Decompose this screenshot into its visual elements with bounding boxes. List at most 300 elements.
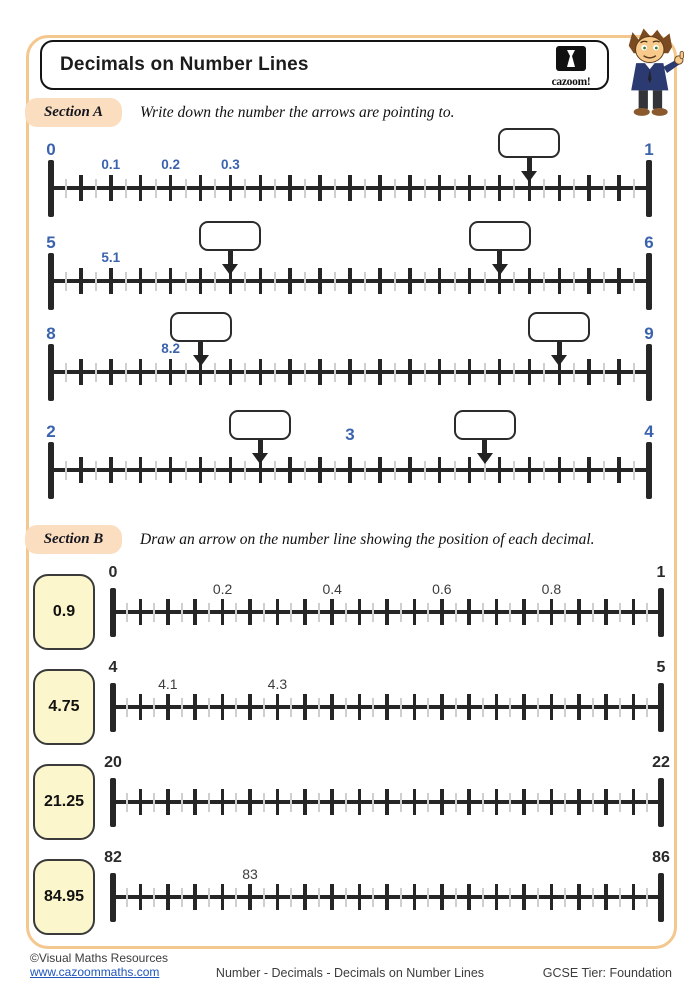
major-tick <box>276 694 280 720</box>
major-tick <box>318 268 322 294</box>
minor-tick <box>65 272 67 291</box>
major-tick <box>169 268 173 294</box>
major-tick <box>617 457 621 483</box>
minor-tick <box>455 603 457 622</box>
endpoint-label: 5 <box>656 659 666 676</box>
minor-tick <box>334 363 336 382</box>
minor-tick <box>364 363 366 382</box>
endpoint-tick <box>110 873 115 922</box>
major-tick <box>79 359 83 385</box>
major-tick <box>440 789 444 815</box>
minor-tick <box>455 888 457 907</box>
minor-tick <box>208 793 210 812</box>
minor-tick <box>454 461 456 480</box>
answer-box[interactable] <box>229 410 291 440</box>
minor-tick <box>125 363 127 382</box>
minor-tick <box>345 603 347 622</box>
major-tick <box>79 268 83 294</box>
major-tick <box>528 359 532 385</box>
tick-value-label: 0.1 <box>101 157 121 172</box>
minor-tick <box>208 698 210 717</box>
endpoint-tick <box>48 442 53 499</box>
minor-tick <box>235 698 237 717</box>
minor-tick <box>185 272 187 291</box>
endpoint-tick <box>110 588 115 637</box>
endpoint-tick <box>646 253 651 310</box>
major-tick <box>550 789 554 815</box>
major-tick <box>522 599 526 625</box>
major-tick <box>468 268 472 294</box>
minor-tick <box>304 272 306 291</box>
major-tick <box>169 457 173 483</box>
minor-tick <box>484 179 486 198</box>
minor-tick <box>65 179 67 198</box>
endpoint-label: 86 <box>652 849 670 866</box>
minor-tick <box>427 698 429 717</box>
minor-tick <box>543 461 545 480</box>
major-tick <box>276 789 280 815</box>
major-tick <box>166 599 170 625</box>
minor-tick <box>484 272 486 291</box>
major-tick <box>318 175 322 201</box>
minor-tick <box>153 888 155 907</box>
minor-tick <box>304 179 306 198</box>
major-tick <box>498 359 502 385</box>
endpoint-label: 6 <box>644 233 654 252</box>
tick-value-label: 0.8 <box>541 581 562 597</box>
major-tick <box>276 599 280 625</box>
major-tick <box>229 359 233 385</box>
major-tick <box>139 457 143 483</box>
major-tick <box>577 694 581 720</box>
minor-tick <box>484 363 486 382</box>
endpoint-tick <box>110 778 115 827</box>
minor-tick <box>564 793 566 812</box>
major-tick <box>303 599 307 625</box>
arrow-marker-head <box>252 453 268 464</box>
tick-value-label: 5.1 <box>101 250 121 265</box>
major-tick <box>378 175 382 201</box>
major-tick <box>303 694 307 720</box>
major-tick <box>199 268 203 294</box>
arrow-marker-head <box>492 264 508 275</box>
major-tick <box>330 789 334 815</box>
page-title: Decimals on Number Lines <box>60 54 309 75</box>
major-tick <box>139 789 143 815</box>
major-tick <box>498 457 502 483</box>
major-tick <box>358 694 362 720</box>
major-tick <box>169 175 173 201</box>
endpoint-label: 0 <box>108 564 118 581</box>
minor-tick <box>372 603 374 622</box>
minor-tick <box>95 179 97 198</box>
answer-box[interactable] <box>528 312 590 342</box>
major-tick <box>438 175 442 201</box>
tick-value-label: 3 <box>345 425 355 444</box>
answer-box[interactable] <box>199 221 261 251</box>
major-tick <box>558 457 562 483</box>
major-tick <box>221 694 225 720</box>
decimal-value-box: 84.95 <box>33 859 95 935</box>
mascot-illustration <box>612 26 690 120</box>
major-tick <box>248 694 252 720</box>
minor-tick <box>155 272 157 291</box>
minor-tick <box>592 603 594 622</box>
minor-tick <box>181 793 183 812</box>
major-tick <box>550 884 554 910</box>
cazoommaths-link[interactable]: www.cazoommaths.com <box>30 965 160 979</box>
minor-tick <box>394 272 396 291</box>
minor-tick <box>126 888 128 907</box>
major-tick <box>221 884 225 910</box>
minor-tick <box>208 603 210 622</box>
minor-tick <box>394 461 396 480</box>
major-tick <box>528 457 532 483</box>
section-b-label: Section B <box>25 525 122 554</box>
major-tick <box>248 599 252 625</box>
minor-tick <box>244 461 246 480</box>
major-tick <box>193 599 197 625</box>
major-tick <box>79 175 83 201</box>
minor-tick <box>454 363 456 382</box>
minor-tick <box>509 793 511 812</box>
footer-tier: GCSE Tier: Foundation <box>542 966 672 980</box>
major-tick <box>385 694 389 720</box>
section-a-label: Section A <box>25 98 122 127</box>
major-tick <box>498 175 502 201</box>
endpoint-label: 1 <box>644 140 654 159</box>
major-tick <box>348 268 352 294</box>
minor-tick <box>424 461 426 480</box>
minor-tick <box>290 888 292 907</box>
major-tick <box>318 359 322 385</box>
major-tick <box>587 268 591 294</box>
minor-tick <box>573 272 575 291</box>
major-tick <box>577 599 581 625</box>
minor-tick <box>455 793 457 812</box>
major-tick <box>276 884 280 910</box>
minor-tick <box>208 888 210 907</box>
minor-tick <box>509 888 511 907</box>
major-tick <box>522 694 526 720</box>
minor-tick <box>633 179 635 198</box>
arrow-marker-head <box>193 355 209 366</box>
major-tick <box>577 884 581 910</box>
minor-tick <box>633 461 635 480</box>
minor-tick <box>372 888 374 907</box>
endpoint-tick <box>646 442 651 499</box>
major-tick <box>139 359 143 385</box>
major-tick <box>413 884 417 910</box>
tick-value-label: 0.2 <box>161 157 180 172</box>
major-tick <box>139 175 143 201</box>
endpoint-label: 20 <box>104 754 122 771</box>
major-tick <box>440 884 444 910</box>
minor-tick <box>646 793 648 812</box>
major-tick <box>248 789 252 815</box>
major-tick <box>330 884 334 910</box>
answer-box[interactable] <box>170 312 232 342</box>
major-tick <box>288 359 292 385</box>
minor-tick <box>214 272 216 291</box>
minor-tick <box>235 888 237 907</box>
minor-tick <box>125 179 127 198</box>
minor-tick <box>185 461 187 480</box>
minor-tick <box>290 603 292 622</box>
minor-tick <box>263 888 265 907</box>
tick-value-label: 0.3 <box>221 157 240 172</box>
minor-tick <box>155 179 157 198</box>
major-tick <box>558 268 562 294</box>
major-tick <box>221 789 225 815</box>
major-tick <box>495 884 499 910</box>
decimal-value-box: 0.9 <box>33 574 95 650</box>
tick-value-label: 0.4 <box>322 581 342 597</box>
major-tick <box>632 694 636 720</box>
arrow-marker <box>258 440 263 454</box>
minor-tick <box>427 793 429 812</box>
major-tick <box>587 457 591 483</box>
major-tick <box>303 884 307 910</box>
major-tick <box>109 457 113 483</box>
endpoint-tick <box>646 344 651 401</box>
minor-tick <box>513 272 515 291</box>
minor-tick <box>509 698 511 717</box>
arrow-marker <box>557 342 562 356</box>
minor-tick <box>454 272 456 291</box>
major-tick <box>288 175 292 201</box>
major-tick <box>139 268 143 294</box>
major-tick <box>139 694 143 720</box>
cazoom-logo <box>547 46 595 88</box>
endpoint-label: 5 <box>46 233 56 252</box>
endpoint-label: 1 <box>656 564 666 581</box>
minor-tick <box>603 179 605 198</box>
minor-tick <box>345 888 347 907</box>
major-tick <box>408 359 412 385</box>
major-tick <box>438 268 442 294</box>
minor-tick <box>304 363 306 382</box>
minor-tick <box>564 888 566 907</box>
minor-tick <box>126 793 128 812</box>
major-tick <box>467 599 471 625</box>
minor-tick <box>65 363 67 382</box>
major-tick <box>528 268 532 294</box>
major-tick <box>166 884 170 910</box>
major-tick <box>139 884 143 910</box>
major-tick <box>632 599 636 625</box>
endpoint-label: 22 <box>652 754 670 771</box>
major-tick <box>587 175 591 201</box>
minor-tick <box>181 603 183 622</box>
minor-tick <box>244 363 246 382</box>
minor-tick <box>482 888 484 907</box>
arrow-marker <box>527 158 532 172</box>
endpoint-tick <box>110 683 115 732</box>
major-tick <box>604 599 608 625</box>
minor-tick <box>126 698 128 717</box>
minor-tick <box>345 793 347 812</box>
minor-tick <box>400 793 402 812</box>
endpoint-tick <box>646 160 651 217</box>
minor-tick <box>573 179 575 198</box>
minor-tick <box>537 698 539 717</box>
minor-tick <box>537 603 539 622</box>
minor-tick <box>318 698 320 717</box>
minor-tick <box>603 461 605 480</box>
minor-tick <box>619 888 621 907</box>
endpoint-tick <box>48 160 53 217</box>
major-tick <box>166 694 170 720</box>
major-tick <box>467 789 471 815</box>
minor-tick <box>334 179 336 198</box>
major-tick <box>303 789 307 815</box>
answer-box[interactable] <box>498 128 560 158</box>
minor-tick <box>214 179 216 198</box>
minor-tick <box>509 603 511 622</box>
major-tick <box>467 694 471 720</box>
endpoint-tick <box>658 683 663 732</box>
minor-tick <box>513 179 515 198</box>
arrow-marker <box>198 342 203 356</box>
minor-tick <box>153 793 155 812</box>
minor-tick <box>274 461 276 480</box>
tick-value-label: 0.2 <box>212 581 233 597</box>
major-tick <box>495 789 499 815</box>
major-tick <box>468 175 472 201</box>
major-tick <box>348 359 352 385</box>
minor-tick <box>394 363 396 382</box>
decimal-value-box: 21.25 <box>33 764 95 840</box>
minor-tick <box>394 179 396 198</box>
major-tick <box>413 694 417 720</box>
minor-tick <box>543 179 545 198</box>
minor-tick <box>424 272 426 291</box>
minor-tick <box>304 461 306 480</box>
arrow-marker <box>497 251 502 265</box>
major-tick <box>438 359 442 385</box>
minor-tick <box>125 272 127 291</box>
major-tick <box>413 599 417 625</box>
major-tick <box>604 694 608 720</box>
minor-tick <box>646 603 648 622</box>
minor-tick <box>372 698 374 717</box>
major-tick <box>408 457 412 483</box>
minor-tick <box>455 698 457 717</box>
minor-tick <box>427 888 429 907</box>
endpoint-tick <box>658 778 663 827</box>
major-tick <box>408 175 412 201</box>
arrow-marker-head <box>477 453 493 464</box>
minor-tick <box>424 179 426 198</box>
major-tick <box>467 884 471 910</box>
major-tick <box>348 175 352 201</box>
answer-box[interactable] <box>454 410 516 440</box>
major-tick <box>139 599 143 625</box>
major-tick <box>604 884 608 910</box>
minor-tick <box>126 603 128 622</box>
major-tick <box>109 268 113 294</box>
minor-tick <box>65 461 67 480</box>
minor-tick <box>153 603 155 622</box>
tick-value-label: 4.3 <box>267 676 288 692</box>
minor-tick <box>153 698 155 717</box>
major-tick <box>385 599 389 625</box>
decimal-value-box: 4.75 <box>33 669 95 745</box>
minor-tick <box>214 461 216 480</box>
major-tick <box>169 359 173 385</box>
major-tick <box>288 457 292 483</box>
minor-tick <box>274 179 276 198</box>
endpoint-label: 4 <box>644 422 654 441</box>
major-tick <box>358 789 362 815</box>
major-tick <box>166 789 170 815</box>
major-tick <box>348 457 352 483</box>
tick-value-label: 4.1 <box>158 676 178 692</box>
major-tick <box>193 884 197 910</box>
endpoint-label: 9 <box>644 324 654 343</box>
major-tick <box>550 599 554 625</box>
minor-tick <box>564 603 566 622</box>
major-tick <box>378 268 382 294</box>
minor-tick <box>619 603 621 622</box>
minor-tick <box>263 698 265 717</box>
minor-tick <box>214 363 216 382</box>
minor-tick <box>543 363 545 382</box>
minor-tick <box>400 698 402 717</box>
major-tick <box>587 359 591 385</box>
endpoint-label: 0 <box>46 140 56 159</box>
minor-tick <box>263 793 265 812</box>
major-tick <box>495 599 499 625</box>
major-tick <box>248 884 252 910</box>
major-tick <box>438 457 442 483</box>
minor-tick <box>274 363 276 382</box>
major-tick <box>199 175 203 201</box>
major-tick <box>330 599 334 625</box>
major-tick <box>79 457 83 483</box>
major-tick <box>617 359 621 385</box>
minor-tick <box>364 179 366 198</box>
minor-tick <box>592 793 594 812</box>
minor-tick <box>334 461 336 480</box>
major-tick <box>193 789 197 815</box>
minor-tick <box>364 461 366 480</box>
minor-tick <box>592 698 594 717</box>
minor-tick <box>424 363 426 382</box>
minor-tick <box>400 888 402 907</box>
major-tick <box>632 789 636 815</box>
minor-tick <box>513 363 515 382</box>
minor-tick <box>235 793 237 812</box>
minor-tick <box>263 603 265 622</box>
minor-tick <box>603 272 605 291</box>
major-tick <box>259 268 263 294</box>
major-tick <box>617 268 621 294</box>
section-a-instruction: Write down the number the arrows are pointing to. <box>140 103 455 121</box>
minor-tick <box>274 272 276 291</box>
minor-tick <box>372 793 374 812</box>
minor-tick <box>592 888 594 907</box>
minor-tick <box>427 603 429 622</box>
minor-tick <box>646 698 648 717</box>
minor-tick <box>633 363 635 382</box>
minor-tick <box>537 793 539 812</box>
major-tick <box>221 599 225 625</box>
major-tick <box>550 694 554 720</box>
answer-box[interactable] <box>469 221 531 251</box>
endpoint-tick <box>658 588 663 637</box>
